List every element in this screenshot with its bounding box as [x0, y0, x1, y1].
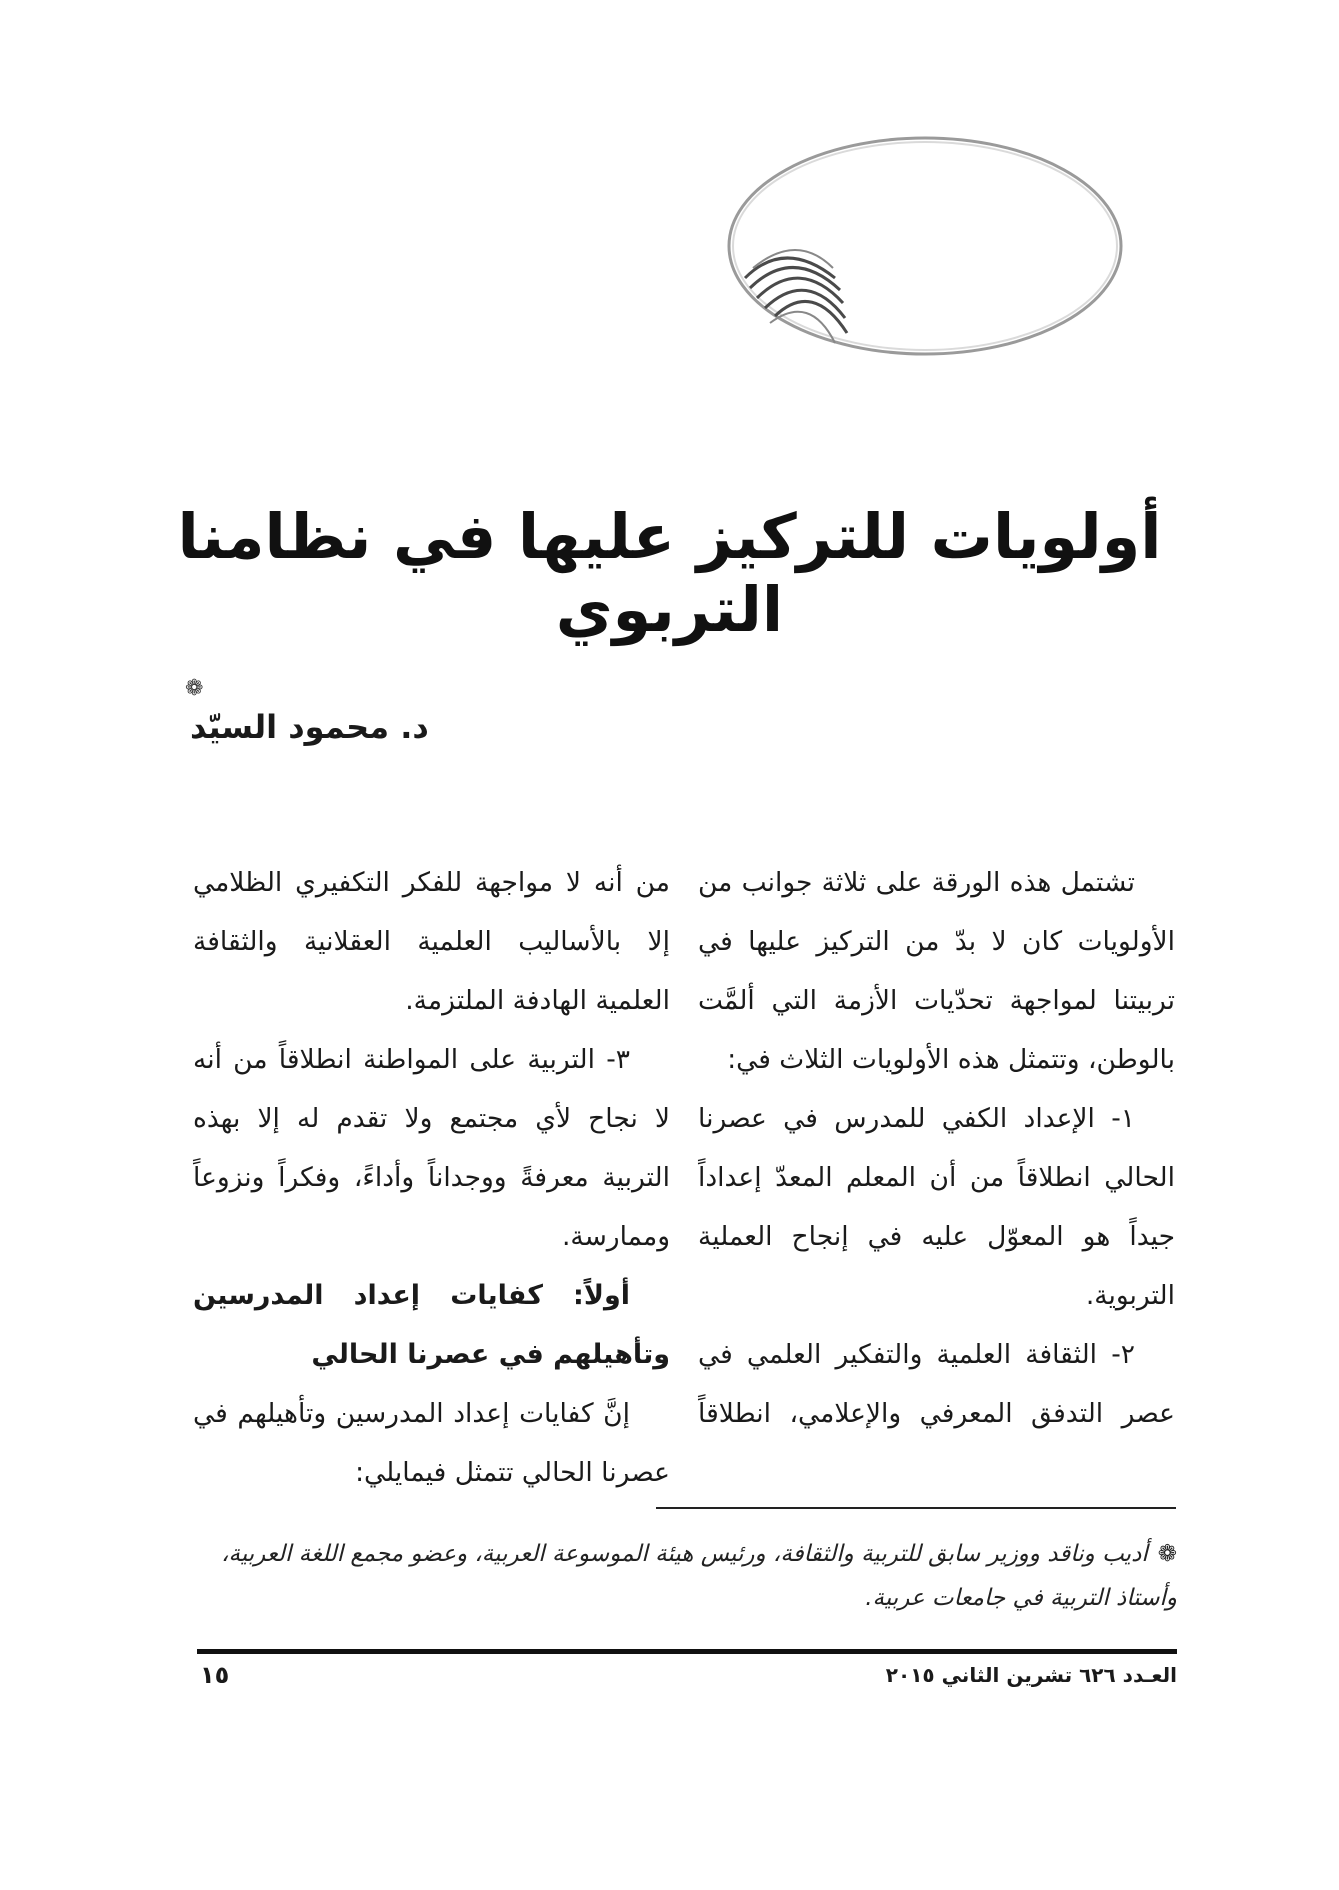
- author-footnote-marker: ❁: [185, 676, 204, 701]
- left-column: [193, 853, 670, 1502]
- footnote: [192, 1532, 1177, 1620]
- issue-info: العـدد ٦٢٦ تشرين الثاني ٢٠١٥: [885, 1663, 1177, 1687]
- page-number: ١٥: [200, 1661, 230, 1689]
- paragraph: من أنه لا مواجهة للفكر التكفيري الظلامي إلا بالأساليب العلمية العقلانية والثقافة العلمية الهادفة الملتزمة.: [193, 867, 670, 1016]
- author-name: د. محمود السيّد: [190, 708, 429, 746]
- section-heading: أولاً: كفايات إعداد المدرسين وتأهيلهم في عصرنا الحالي: [193, 1280, 670, 1370]
- footnote-marker: ❁: [1157, 1541, 1177, 1567]
- paragraph: إنَّ كفايات إعداد المدرسين وتأهيلهم في عصرنا الحالي تتمثل فيمايلي:: [193, 1398, 670, 1488]
- paragraph: تشتمل هذه الورقة على ثلاثة جوانب من الأولويات كان لا بدّ من التركيز عليها في تربيتنا لمواجهة تحدّيات الأزمة التي ألمَّت بالوطن، وتتمثل هذه الأولويات الثلاث في:: [698, 867, 1175, 1075]
- right-column: [698, 853, 1175, 1443]
- paragraph: ٣- التربية على المواطنة انطلاقاً من أنه لا نجاح لأي مجتمع ولا تقدم له إلا بهذه التربية معرفةً ووجداناً وأداءً، وفكراً ونزوعاً وممارسة.: [193, 1044, 670, 1252]
- footer-divider: [197, 1649, 1177, 1654]
- section-logo-ring: [715, 128, 1135, 368]
- section-logo: [715, 128, 1135, 368]
- footnote-text: أديب وناقد ووزير سابق للتربية والثقافة، ورئيس هيئة الموسوعة العربية، وعضو مجمع اللغة العربية، وأستاذ التربية في جامعات عربية.: [221, 1541, 1177, 1611]
- paragraph: ٢- الثقافة العلمية والتفكير العلمي في عصر التدفق المعرفي والإعلامي، انطلاقاً: [698, 1339, 1175, 1429]
- article-title: أولويات للتركيز عليها في نظامنا التربوي: [177, 500, 1162, 646]
- footnote-divider: [656, 1507, 1176, 1509]
- paragraph: ١- الإعداد الكفي للمدرس في عصرنا الحالي انطلاقاً من أن المعلم المعدّ إعداداً جيداً هو المعوّل عليه في إنجاح العملية التربوية.: [698, 1103, 1175, 1311]
